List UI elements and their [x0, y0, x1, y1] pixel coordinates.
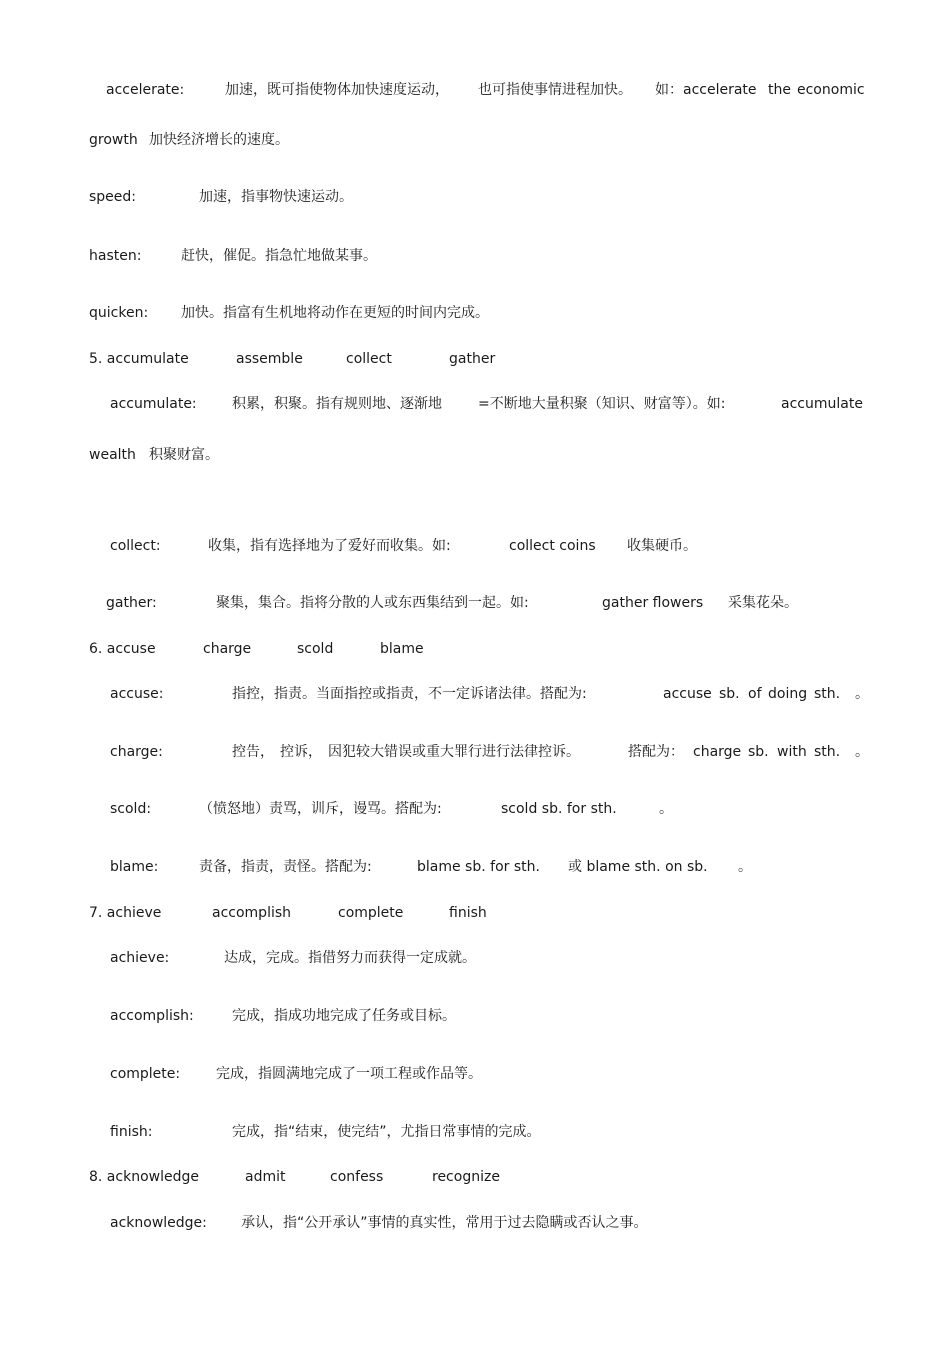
entry-scold — [0, 798, 950, 820]
term-label: finish: — [110, 1124, 153, 1140]
term-label: accumulate: — [110, 396, 197, 412]
term-label: acknowledge: — [110, 1215, 207, 1231]
entry-gather — [0, 592, 950, 614]
collocation-text: doing — [768, 686, 808, 702]
group-word: admit — [245, 1169, 286, 1185]
definition-text: 完成，指圆满地完成了一项工程或作品等。 — [216, 1066, 482, 1082]
example-translation: 收集硬币。 — [627, 538, 697, 554]
definition-text: 完成，指“结束，使完结”，尤指日常事情的完成。 — [232, 1124, 541, 1140]
term-label: speed: — [89, 189, 137, 205]
punctuation: 。 — [855, 744, 869, 760]
definition-text: 控告， — [232, 744, 274, 760]
example-translation: 加快经济增长的速度。 — [149, 132, 289, 148]
group-word: 8. acknowledge — [89, 1169, 199, 1185]
collocation-text: sth. — [814, 686, 841, 702]
definition-text: 承认，指“公开承认”事情的真实性，常用于过去隐瞒或否认之事。 — [241, 1215, 648, 1231]
entry-speed — [0, 186, 950, 208]
term-label: accelerate: — [106, 82, 185, 98]
group-word: 5. accumulate — [89, 351, 189, 367]
group-heading-6 — [0, 638, 950, 660]
term-label: achieve: — [110, 950, 170, 966]
example-text: accumulate — [781, 396, 863, 412]
collocation-text: sb. — [719, 686, 740, 702]
group-word: blame — [380, 641, 424, 657]
definition-text: 达成，完成。指借努力而获得一定成就。 — [224, 950, 476, 966]
definition-text: 赶快，催促。指急忙地做某事。 — [181, 248, 377, 264]
punctuation: 。 — [855, 686, 869, 702]
collocation-text: blame sb. for sth. — [417, 859, 540, 875]
entry-quicken — [0, 302, 950, 324]
group-word: recognize — [432, 1169, 500, 1185]
entry-accumulate — [0, 393, 950, 415]
example-text: gather flowers — [602, 595, 704, 611]
definition-text: 责备，指责，责怪。搭配为: — [199, 859, 372, 875]
entry-accumulate-cont — [0, 444, 950, 466]
group-word: accomplish — [212, 905, 292, 921]
punctuation: 。 — [738, 859, 752, 875]
term-label: hasten: — [89, 248, 142, 264]
entry-blame — [0, 856, 950, 878]
definition-text: （愤怒地）责骂，训斥，谩骂。搭配为: — [199, 801, 442, 817]
collocation-text: sth. — [814, 744, 841, 760]
group-word: assemble — [236, 351, 303, 367]
group-word: 6. accuse — [89, 641, 156, 657]
example-translation: 采集花朵。 — [728, 595, 798, 611]
term-label: blame: — [110, 859, 159, 875]
group-word: finish — [449, 905, 487, 921]
entry-finish — [0, 1121, 950, 1143]
collocation-text: charge — [693, 744, 742, 760]
entry-charge — [0, 741, 950, 763]
entry-accuse — [0, 683, 950, 705]
collocation-text: 或 blame sth. on sb. — [568, 859, 708, 875]
entry-acknowledge — [0, 1212, 950, 1234]
example-text: growth — [89, 132, 138, 148]
collocation-text: sb. — [748, 744, 769, 760]
group-word: gather — [449, 351, 496, 367]
definition-text: 因犯较大错误或重大罪行进行法律控诉。 — [328, 744, 580, 760]
group-word: complete — [338, 905, 404, 921]
definition-text: 加速，指事物快速运动。 — [199, 189, 353, 205]
term-label: accomplish: — [110, 1008, 194, 1024]
term-label: complete: — [110, 1066, 181, 1082]
definition-text: 聚集，集合。指将分散的人或东西集结到一起。如: — [216, 595, 529, 611]
definition-text: 搭配为： — [628, 744, 684, 760]
group-word: 7. achieve — [89, 905, 162, 921]
definition-text: 积累，积聚。指有规则地、逐渐地 — [232, 396, 442, 412]
punctuation: 。 — [659, 801, 673, 817]
collocation-text: of — [748, 686, 762, 702]
definition-text: 收集，指有选择地为了爱好而收集。如: — [208, 538, 451, 554]
definition-text: 也可指使事情进程加快。 — [478, 82, 632, 98]
term-label: gather: — [106, 595, 157, 611]
definition-text: 加快。指富有生机地将动作在更短的时间内完成。 — [181, 305, 489, 321]
collocation-text: with — [777, 744, 807, 760]
example-translation: 积聚财富。 — [149, 447, 219, 463]
entry-achieve — [0, 947, 950, 969]
example-text: 如：accelerate — [655, 82, 757, 98]
entry-accelerate-cont — [0, 129, 950, 151]
entry-collect — [0, 535, 950, 557]
definition-text: 完成，指成功地完成了任务或目标。 — [232, 1008, 456, 1024]
group-heading-5 — [0, 348, 950, 370]
group-heading-8 — [0, 1166, 950, 1188]
term-label: quicken: — [89, 305, 149, 321]
example-text: collect coins — [509, 538, 596, 554]
collocation-text: accuse — [663, 686, 712, 702]
example-text: economic — [797, 82, 865, 98]
group-word: charge — [203, 641, 252, 657]
entry-accomplish — [0, 1005, 950, 1027]
term-label: accuse: — [110, 686, 164, 702]
example-text: the — [768, 82, 791, 98]
collocation-text: scold sb. for sth. — [501, 801, 617, 817]
definition-text: 加速，既可指使物体加快速度运动， — [225, 82, 449, 98]
term-label: collect: — [110, 538, 161, 554]
entry-hasten — [0, 245, 950, 267]
entry-complete — [0, 1063, 950, 1085]
group-word: confess — [330, 1169, 384, 1185]
term-label: charge: — [110, 744, 163, 760]
term-label: scold: — [110, 801, 152, 817]
example-text: wealth — [89, 447, 136, 463]
definition-text: =不断地大量积聚（知识、财富等）。如: — [478, 396, 726, 412]
group-word: collect — [346, 351, 392, 367]
group-word: scold — [297, 641, 334, 657]
group-heading-7 — [0, 902, 950, 924]
definition-text: 指控，指责。当面指控或指责，不一定诉诸法律。搭配为: — [232, 686, 587, 702]
definition-text: 控诉， — [280, 744, 322, 760]
entry-accelerate — [0, 79, 950, 101]
